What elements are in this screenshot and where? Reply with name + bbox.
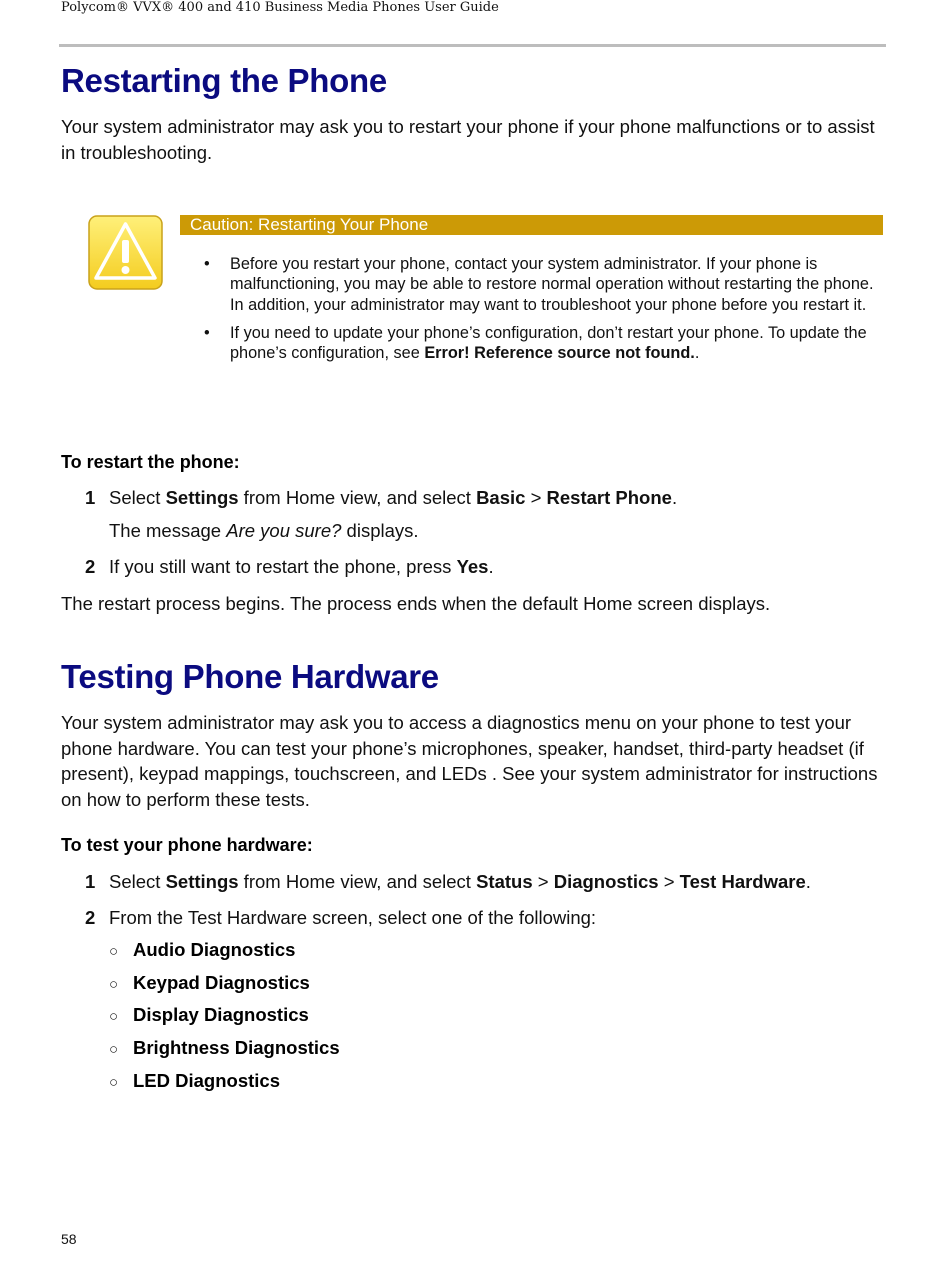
test-step-2: 2 From the Test Hardware screen, select one of the following:	[85, 907, 597, 928]
section-title-testing: Testing Phone Hardware	[61, 658, 439, 695]
caution-bullets	[204, 254, 884, 363]
option-led-diagnostics: ○ LED Diagnostics	[109, 1070, 280, 1091]
running-header: Polycom® VVX® 400 and 410 Business Media Phones User Guide	[61, 0, 499, 15]
test-step-1: 1 Select Settings from Home view, and select Status > Diagnostics > Test Hardware.	[85, 871, 811, 892]
restart-step-1: 1 Select Settings from Home view, and select Basic > Restart Phone.	[85, 487, 678, 508]
caution-bullet-2: • If you need to update your phone’s configuration, don’t restart your phone. To update the phone’s configuration, see Error! Reference source not found..	[204, 323, 867, 363]
warning-triangle-icon	[88, 215, 163, 290]
section-title-restarting: Restarting the Phone	[61, 62, 387, 99]
header-rule	[59, 44, 886, 47]
option-brightness-diagnostics: ○ Brightness Diagnostics	[109, 1037, 340, 1058]
page-number: 58	[61, 1231, 77, 1247]
testing-intro: Your system administrator may ask you to access a diagnostics menu on your phone to test your phone hardware. You can test your phone’s microphones, speaker, handset, third-party headset (if present), keypad mappings, touchscreen, and LEDs . See your system administrator for instructions on how to perform these tests.	[61, 712, 878, 810]
reference-error-text: Error! Reference source not found.	[424, 344, 695, 363]
test-procedure-heading: To test your phone hardware:	[61, 835, 313, 855]
restart-step-1-result: The message Are you sure? displays.	[109, 520, 419, 541]
restart-procedure-heading: To restart the phone:	[61, 452, 240, 472]
caution-title: Caution: Restarting Your Phone	[180, 215, 883, 235]
restart-step-2: 2 If you still want to restart the phone, press Yes.	[85, 556, 494, 577]
restart-intro: Your system administrator may ask you to restart your phone if your phone malfunctions or to assist in troubleshooting.	[61, 116, 875, 163]
caution-bullet-1: • Before you restart your phone, contact your system administrator. If your phone is malfunctioning, you may be able to restore normal operation without restarting the phone. In addition, your administrator may want to troubleshoot your phone before you restart it.	[204, 255, 874, 314]
option-audio-diagnostics: ○ Audio Diagnostics	[109, 939, 296, 960]
option-display-diagnostics: ○ Display Diagnostics	[109, 1004, 309, 1025]
option-keypad-diagnostics: ○ Keypad Diagnostics	[109, 972, 310, 993]
restart-outcome: The restart process begins. The process ends when the default Home screen displays.	[61, 593, 771, 614]
